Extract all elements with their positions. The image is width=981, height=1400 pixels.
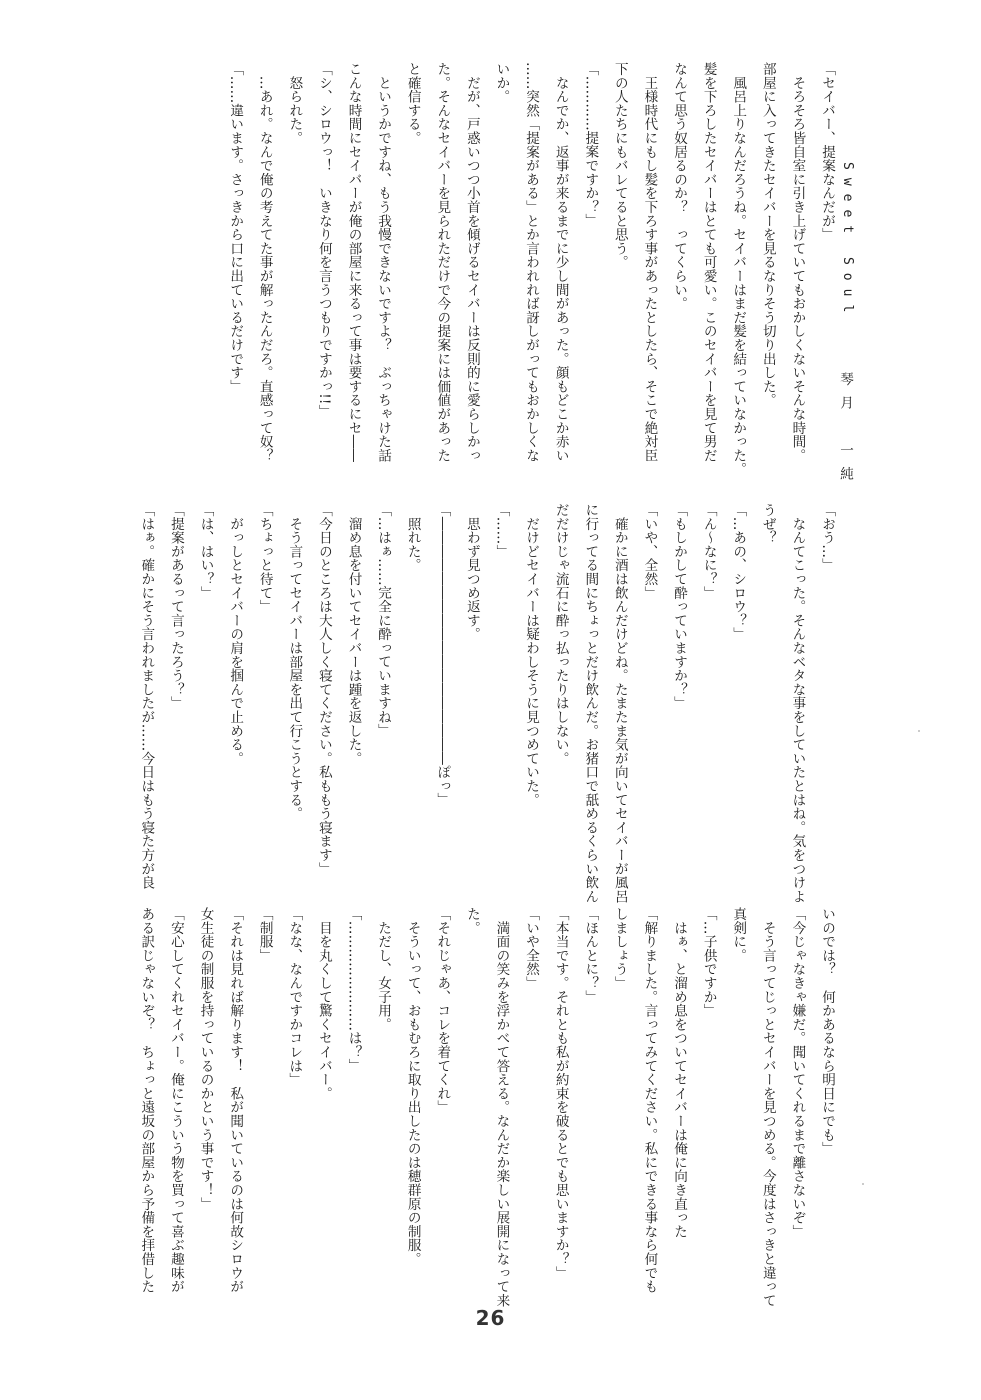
- text-line: というかですね、もう我慢できないですよ？ ぶっちゃけた話: [375, 62, 392, 463]
- text-line: だが、戸惑いつつ小首を傾げるセイバーは反則的に愛らしかっ: [463, 62, 480, 463]
- text-line: 「もしかして酔っていますか？」: [671, 503, 688, 710]
- text-line: 風呂上りなんだろうね。セイバーはまだ髪を結っていなかった。: [730, 62, 747, 476]
- text-line: いか。: [493, 62, 510, 104]
- text-line: 「シ、シロウっ！ いきなり何を言うつもりですかっ!!」: [315, 62, 332, 419]
- page-number: 26: [475, 1306, 506, 1330]
- text-line: 「いや全然」: [523, 907, 540, 990]
- text-line: 「解りました。言ってみてください。私にできる事なら何でも: [641, 907, 658, 1294]
- text-line: 「ん～なに？」: [700, 503, 717, 600]
- text-line: なんてこった。そんなベタな事をしていたとはね。気をつけよ: [789, 503, 806, 904]
- text-line: なんて思う奴居るのか？ ってくらい。: [671, 62, 688, 311]
- text-line: 「ちょっと待て」: [256, 503, 273, 614]
- text-line: こんな時間にセイバーが俺の部屋に来るって事は要するにセ――: [345, 62, 362, 463]
- text-line: 「セイバー、提案なんだが」: [819, 62, 835, 242]
- text-line: 「……………………は？」: [345, 907, 362, 1073]
- text-line: 「それは見れば解ります！ 私が聞いているのは何故シロウが: [227, 907, 244, 1294]
- text-line: ……突然「提案がある」とか言われれば訝しがってもおかしくな: [523, 62, 540, 463]
- text-line: しましょう」: [611, 907, 628, 990]
- text-line: 「おう…」: [819, 503, 835, 572]
- text-line: そういって、おもむろに取り出したのは穂群原の制服。: [404, 907, 421, 1266]
- text-block-bottom: [138, 907, 841, 1308]
- text-line: 「安心してくれセイバー。俺にこういう物を買って喜ぶ趣味が: [167, 907, 184, 1294]
- text-line: に行ってる間にちょっとだけ飲んだ。お猪口で舐めるくらい飲ん: [582, 503, 599, 904]
- text-line: 照れた。: [404, 503, 421, 572]
- text-line: そう言ってじっとセイバーを見つめる。今度はさっきと違って: [759, 907, 776, 1308]
- text-line: 「……」: [493, 503, 510, 559]
- text-line: 「今日のところは大人しく寝てください。私ももう寝ます」: [315, 503, 332, 876]
- story-title: Sweet Soul: [840, 162, 855, 321]
- text-line: と確信する。: [404, 62, 421, 145]
- text-line: 「提案があるって言ったろう？」: [167, 503, 184, 710]
- text-line: ある訳じゃないぞ？ ちょっと遠坂の部屋から予備を拝借した: [138, 907, 155, 1294]
- text-line: がっしとセイバーの肩を掴んで止める。: [227, 503, 244, 766]
- text-line: だだけじゃ流石に酔っ払ったりはしない。: [552, 503, 569, 766]
- text-line: 「本当です。それとも私が約束を破るとでも思いますか？」: [552, 907, 569, 1280]
- text-line: 部屋に入ってきたセイバーを見るなりそう切り出した。: [759, 62, 776, 407]
- text-line: 「それじゃあ、コレを着てくれ」: [434, 907, 451, 1114]
- text-line: ただし、女子用。: [375, 907, 392, 1032]
- scan-speck: [918, 730, 920, 732]
- text-line: 「制服」: [256, 907, 273, 963]
- text-line: 「今じゃなきゃ嫌だ。聞いてくれるまで離さないぞ」: [789, 907, 806, 1239]
- text-line: 「…子供ですか」: [700, 907, 717, 1018]
- text-line: 「は、はい？」: [197, 503, 214, 600]
- text-line: 「はぁ。確かにそう言われましたが……今日はもう寝た方が良: [138, 503, 155, 890]
- text-line: 「――――――――――――――――――ぽっ」: [434, 503, 451, 807]
- text-block-middle: [138, 503, 841, 904]
- text-line: 「…………提案ですか？」: [582, 62, 599, 228]
- text-line: た。そんなセイバーを見られただけで今の提案には価値があった: [434, 62, 451, 463]
- text-line: …あれ。なんで俺の考えてた事が解ったんだろ。直感って奴？: [256, 62, 273, 463]
- text-line: 真剣に。: [730, 907, 747, 963]
- text-line: 王様時代にもし髪を下ろす事があったとしたら、そこで絶対臣: [641, 62, 658, 463]
- text-line: 怒られた。: [286, 62, 303, 145]
- text-line: はぁ、と溜め息をついてセイバーは俺に向き直った: [671, 907, 688, 1239]
- text-line: 「ほんとに？」: [582, 907, 599, 1004]
- text-line: 溜め息を付いてセイバーは踵を返した。: [345, 503, 362, 766]
- text-line: 「…はぁ……完全に酔っていますね」: [375, 503, 392, 738]
- text-line: うぜ？: [759, 503, 776, 545]
- text-line: 確かに酒は飲んだけどね。たまたま気が向いてセイバーが風呂: [611, 503, 628, 904]
- text-line: そろそろ皆自室に引き上げていてもおかしくないそんな時間。: [789, 62, 806, 463]
- text-line: 満面の笑みを浮かべて答える。なんだか楽しい展開になって来: [493, 907, 510, 1308]
- text-line: 下の人たちにもバレてると思う。: [611, 62, 628, 269]
- text-line: 「……違います。さっきから口に出ているだけです」: [227, 62, 244, 394]
- text-line: だけどセイバーは疑わしそうに見つめていた。: [523, 503, 540, 807]
- text-line: 髪を下ろしたセイバーはとても可愛い。このセイバーを見て男だ: [700, 62, 717, 463]
- author-name: 琴月 一純: [837, 372, 853, 490]
- text-line: そう言ってセイバーは部屋を出て行こうとする。: [286, 503, 303, 821]
- text-line: 女生徒の制服を持っているのかという事です！」: [197, 907, 214, 1211]
- scan-speck: [862, 1183, 864, 1185]
- text-line: 思わず見つめ返す。: [463, 503, 480, 641]
- text-line: 「…あの、シロウ？」: [730, 503, 747, 641]
- text-line: なんでか、返事が来るまでに少し間があった。顔もどこか赤い: [552, 62, 569, 463]
- text-line: いのでは？ 何かあるなら明日にでも」: [819, 907, 835, 1156]
- text-line: た。: [463, 907, 480, 935]
- text-line: 「いや、全然」: [641, 503, 658, 600]
- text-line: 目を丸くして驚くセイバー。: [315, 907, 332, 1101]
- text-block-top: [141, 62, 841, 476]
- text-line: 「なな、なんですかコレは」: [286, 907, 303, 1087]
